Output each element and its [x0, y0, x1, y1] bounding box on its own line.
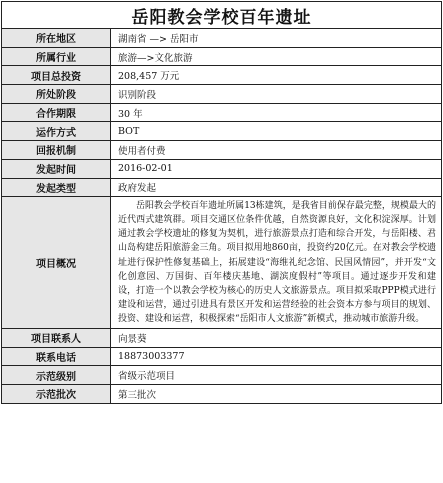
demo-batch-value: 第三批次: [111, 385, 442, 404]
term-label: 合作期限: [2, 103, 111, 122]
row-demo-batch: [2, 385, 442, 404]
launch-type-value: 政府发起: [111, 178, 442, 197]
industry-value: 旅游—>文化旅游: [111, 47, 442, 66]
phone-value: 18873003377: [111, 347, 442, 366]
row-operation-mode: [2, 122, 442, 141]
operation-mode-label: 运作方式: [2, 122, 111, 141]
region-value: 湖南省 —> 岳阳市: [111, 29, 442, 48]
stage-label: 所处阶段: [2, 85, 111, 104]
region-label: 所在地区: [2, 29, 111, 48]
investment-value: 208,457 万元: [111, 66, 442, 85]
return-mechanism-value: 使用者付费: [111, 141, 442, 160]
term-value: 30 年: [111, 103, 442, 122]
row-region: [2, 29, 442, 48]
page-title: 岳阳教会学校百年遗址: [1, 1, 442, 28]
launch-type-label: 发起类型: [2, 178, 111, 197]
row-stage: [2, 85, 442, 104]
demo-level-value: 省级示范项目: [111, 366, 442, 385]
project-card: [1, 1, 442, 481]
project-info-table: [1, 28, 442, 404]
launch-date-label: 发起时间: [2, 159, 111, 178]
row-return-mechanism: [2, 141, 442, 160]
demo-level-label: 示范级别: [2, 366, 111, 385]
overview-label: 项目概况: [2, 197, 111, 329]
return-mechanism-label: 回报机制: [2, 141, 111, 160]
operation-mode-value: BOT: [111, 122, 442, 141]
contact-value: 向景葵: [111, 329, 442, 348]
investment-label: 项目总投资: [2, 66, 111, 85]
stage-value: 识别阶段: [111, 85, 442, 104]
contact-label: 项目联系人: [2, 329, 111, 348]
row-overview: [2, 197, 442, 329]
row-phone: [2, 347, 442, 366]
industry-label: 所属行业: [2, 47, 111, 66]
row-launch-date: [2, 159, 442, 178]
row-demo-level: [2, 366, 442, 385]
row-investment: [2, 66, 442, 85]
row-launch-type: [2, 178, 442, 197]
row-contact: [2, 329, 442, 348]
row-industry: [2, 47, 442, 66]
phone-label: 联系电话: [2, 347, 111, 366]
overview-text: 岳阳教会学校百年遗址所属13栋建筑，是我省目前保存最完整，规模最大的近代西式建筑群。项目交通区位条件优越，自然资源良好，文化积淀深厚。计划通过教会学校遗址的修复为契机，进行旅游景点打造和综合开发，与岳阳楼、君山岛构建岳阳旅游金三角。项目拟用地860亩，投资约20亿元。在对教会学校遗址进行保护性修复基础上，拓展建设“海维礼纪念馆、民国风情园”，并开发“文化创意园、万国街、百年楼庆基地、湖滨度假村”等项目。通过逐步开发和建设，打造一个以教会学校为核心的历史人文旅游景点。项目拟采取PPP模式进行建设和运营，通过引进具有景区开发和运营经验的社会资本方参与项目的规划、投资、建设和运营，积极探索“岳阳市人文旅游”新模式，推动城市旅游升级。: [111, 197, 442, 329]
row-term: [2, 103, 442, 122]
demo-batch-label: 示范批次: [2, 385, 111, 404]
launch-date-value: 2016-02-01: [111, 159, 442, 178]
